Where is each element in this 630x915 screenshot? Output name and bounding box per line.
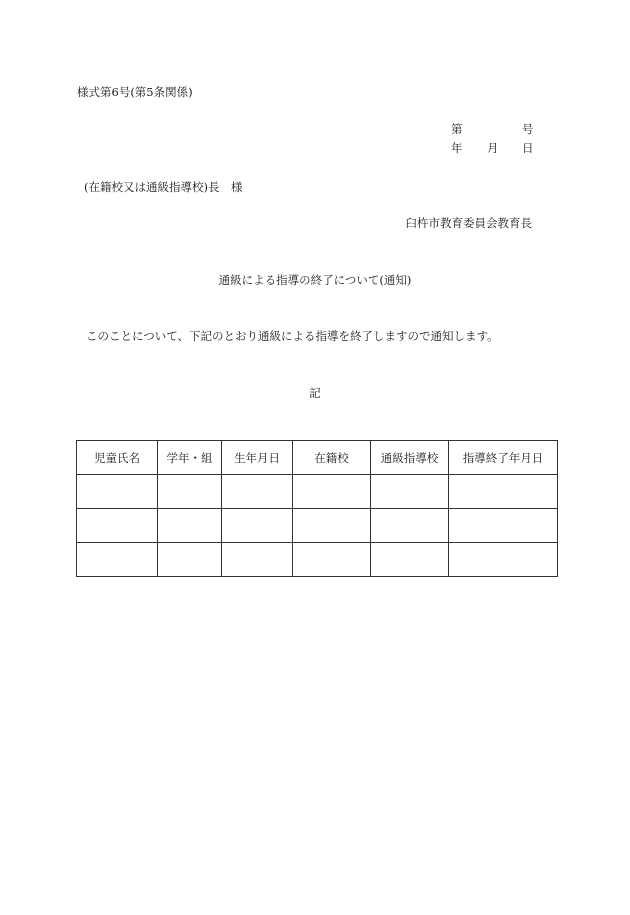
table-cell <box>293 543 371 577</box>
date-month: 月 <box>487 141 499 155</box>
header-end-date: 指導終了年月日 <box>449 441 558 475</box>
table-row <box>77 509 558 543</box>
body-text: このことについて、下記のとおり通級による指導を終了しますので通知します。 <box>86 329 499 343</box>
date-day: 日 <box>522 141 534 155</box>
header-tsukyu-school: 通級指導校 <box>371 441 449 475</box>
table-cell <box>371 475 449 509</box>
table-header-row <box>77 441 558 475</box>
table-cell <box>222 509 293 543</box>
document-subject: 通級による指導の終了について(通知) <box>218 273 412 287</box>
table-cell <box>371 543 449 577</box>
doc-number-suffix: 号 <box>522 122 534 136</box>
table-cell <box>158 543 222 577</box>
record-heading: 記 <box>309 386 321 400</box>
table-cell <box>449 509 558 543</box>
table-cell <box>158 509 222 543</box>
table-row <box>77 543 558 577</box>
table-cell <box>293 509 371 543</box>
table-cell <box>77 475 158 509</box>
table-cell <box>77 509 158 543</box>
header-grade-class: 学年・組 <box>158 441 222 475</box>
record-table <box>76 440 558 577</box>
table-cell <box>77 543 158 577</box>
table-cell <box>222 475 293 509</box>
table-cell <box>293 475 371 509</box>
addressee: (在籍校又は通級指導校)長 様 <box>84 180 243 194</box>
table-cell <box>449 543 558 577</box>
sender: 臼杵市教育委員会教育長 <box>405 216 532 230</box>
table-cell <box>449 475 558 509</box>
table-cell <box>222 543 293 577</box>
table-cell <box>371 509 449 543</box>
form-number: 様式第6号(第5条関係) <box>77 85 193 99</box>
table-row <box>77 475 558 509</box>
header-student-name: 児童氏名 <box>77 441 158 475</box>
table-cell <box>158 475 222 509</box>
doc-number-prefix: 第 <box>451 122 463 136</box>
header-birth-date: 生年月日 <box>222 441 293 475</box>
header-enrolled-school: 在籍校 <box>293 441 371 475</box>
date-year: 年 <box>451 141 463 155</box>
